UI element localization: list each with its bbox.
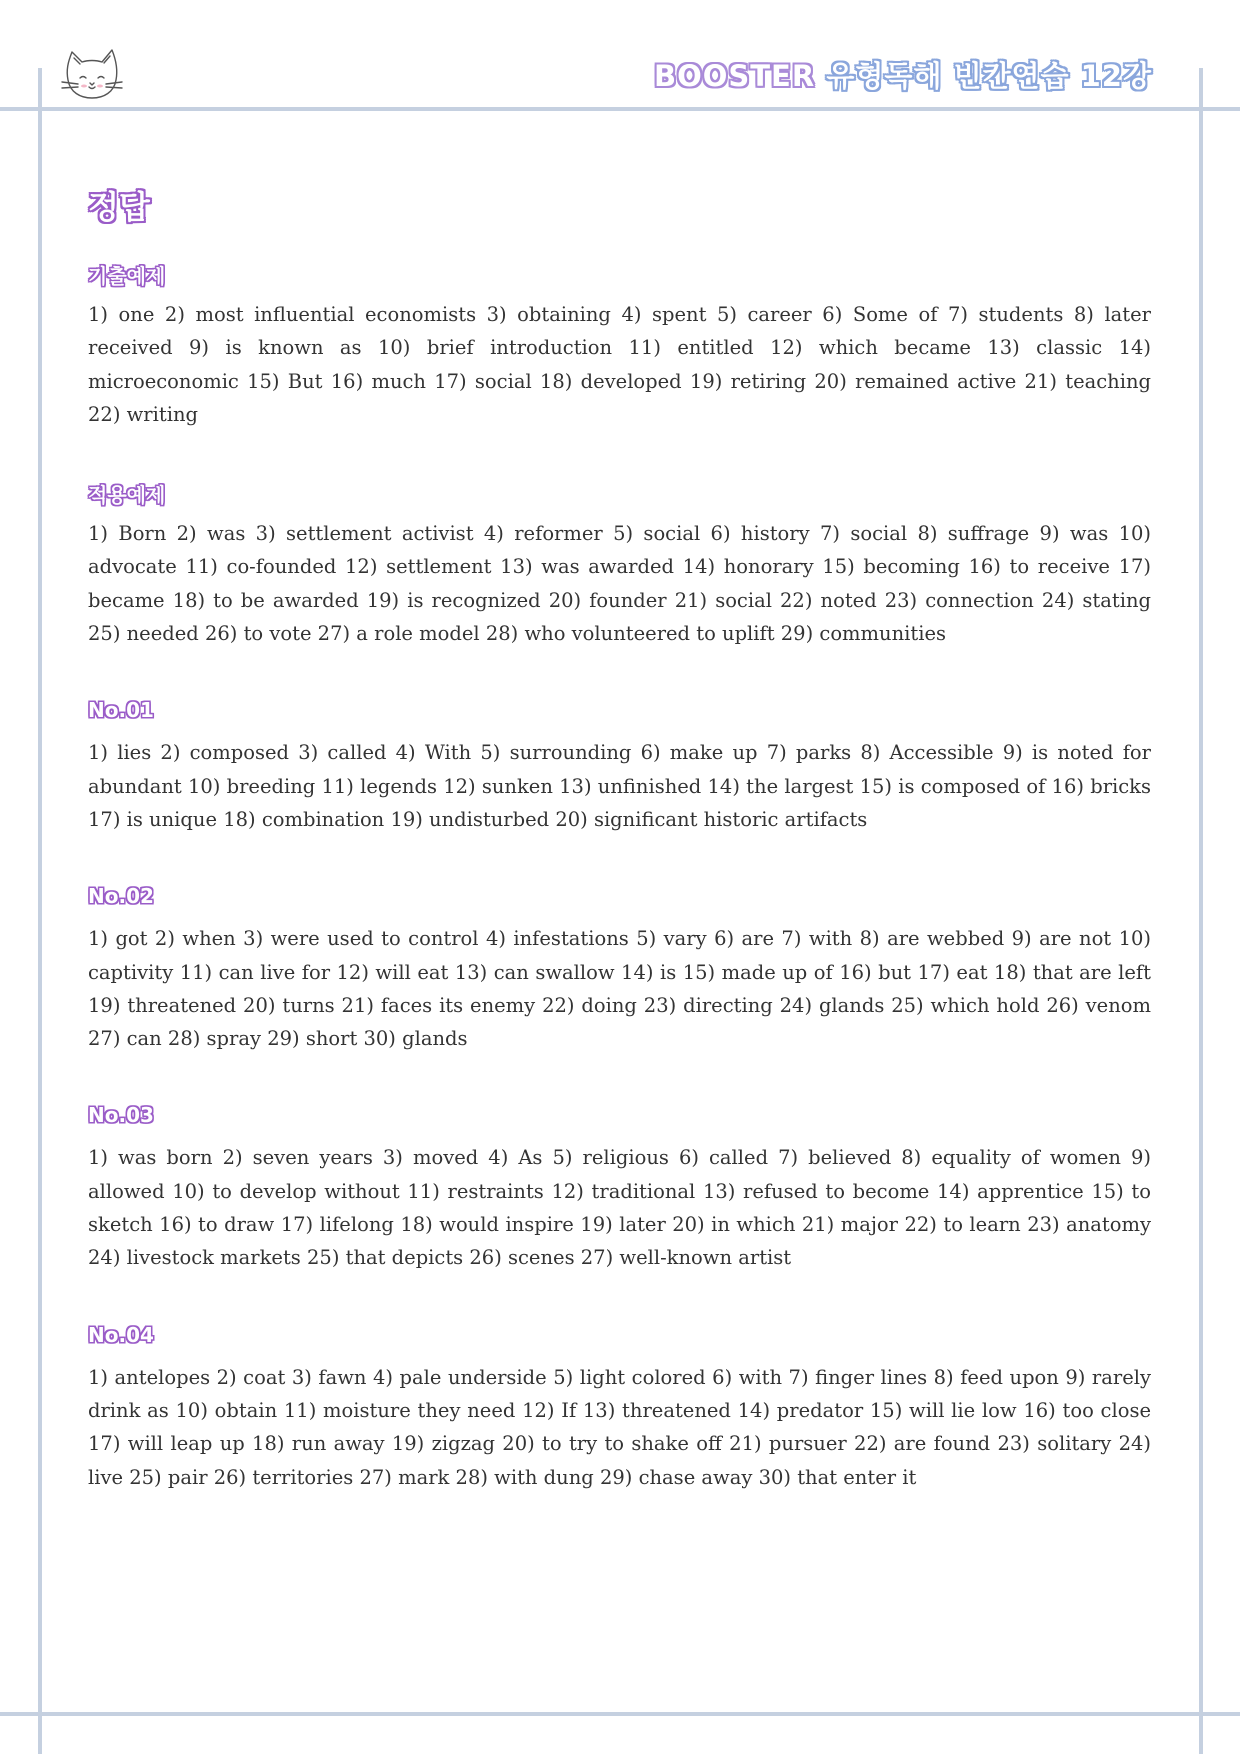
section	[88, 698, 1151, 836]
section-title: 적용예제	[88, 483, 166, 508]
section-answers: 1) got 2) when 3) were used to control 4) infestations 5) vary 6) are 7) with 8) are webbed 9) are not 10) captivity 11) can live for 12) will eat 13) can swallow 14) is 15) made up of 16) but 17) eat 18) that are left 19) threatened 20) turns 21) faces its enemy 22) doing 23) directing 24) glands 25) which hold 26) venom 27) can 28) spray 29) short 30) glands	[88, 927, 1151, 1051]
section-title: No.03	[88, 1103, 154, 1128]
section-title: 기출예제	[88, 264, 166, 288]
header-rule	[0, 107, 1240, 111]
section-answers: 1) was born 2) seven years 3) moved 4) As 5) religious 6) called 7) believed 8) equality of women 9) allowed 10) to develop without 11) restraints 12) traditional 13) refused to become 14) apprentice 15) to sketch 16) to draw 17) lifelong 18) would inspire 19) later 20) in which 21) major 22) to learn 23) anatomy 24) livestock markets 25) that depicts 26) scenes 27) well-known artist	[88, 1146, 1151, 1270]
section-answers: 1) lies 2) composed 3) called 4) With 5) surrounding 6) make up 7) parks 8) Accessible 9) is noted for abundant 10) breeding 11) legends 12) sunken 13) unfinished 14) the largest 15) is composed of 16) bricks 17) is unique 18) combination 19) undisturbed 20) significant historic artifacts	[88, 741, 1151, 831]
section-title: No.01	[88, 698, 154, 723]
section	[88, 260, 1151, 431]
cat-face-icon	[60, 42, 124, 102]
section	[88, 884, 1151, 1055]
footer-rule	[0, 1712, 1240, 1716]
section	[88, 479, 1151, 650]
page-header-title	[654, 54, 1152, 95]
section-answers: 1) Born 2) was 3) settlement activist 4) reformer 5) social 6) history 7) social 8) suffrage 9) was 10) advocate 11) co-founded 12) settlement 13) was awarded 14) honorary 15) becoming 16) to receive 17) became 18) to be awarded 19) is recognized 20) founder 21) social 22) noted 23) connection 24) stating 25) needed 26) to vote 27) a role model 28) who volunteered to uplift 29) communities	[88, 522, 1151, 646]
section	[88, 1103, 1151, 1274]
answers-heading: 정답	[88, 188, 150, 226]
header-title-booster: BOOSTER	[653, 59, 816, 93]
section	[88, 1323, 1151, 1494]
left-margin-rule	[38, 68, 42, 1754]
section-title: No.02	[88, 884, 154, 909]
answer-content	[88, 182, 1151, 1542]
header-title-lesson: 유형독해 빈칸연습 12강	[826, 59, 1152, 93]
right-margin-rule	[1199, 68, 1203, 1754]
section-answers: 1) one 2) most influential economists 3) obtaining 4) spent 5) career 6) Some of 7) students 8) later received 9) is known as 10) brief introduction 11) entitled 12) which became 13) classic 14) microeconomic 15) But 16) much 17) social 18) developed 19) retiring 20) remained active 21) teaching 22) writing	[88, 303, 1151, 426]
section-title: No.04	[88, 1322, 154, 1347]
section-answers: 1) antelopes 2) coat 3) fawn 4) pale underside 5) light colored 6) with 7) finger lines 8) feed upon 9) rarely drink as 10) obtain 11) moisture they need 12) If 13) threatened 14) predator 15) will lie low 16) too close 17) will leap up 18) run away 19) zigzag 20) to try to shake off 21) pursuer 22) are found 23) solitary 24) live 25) pair 26) territories 27) mark 28) with dung 29) chase away 30) that enter it	[88, 1365, 1151, 1489]
